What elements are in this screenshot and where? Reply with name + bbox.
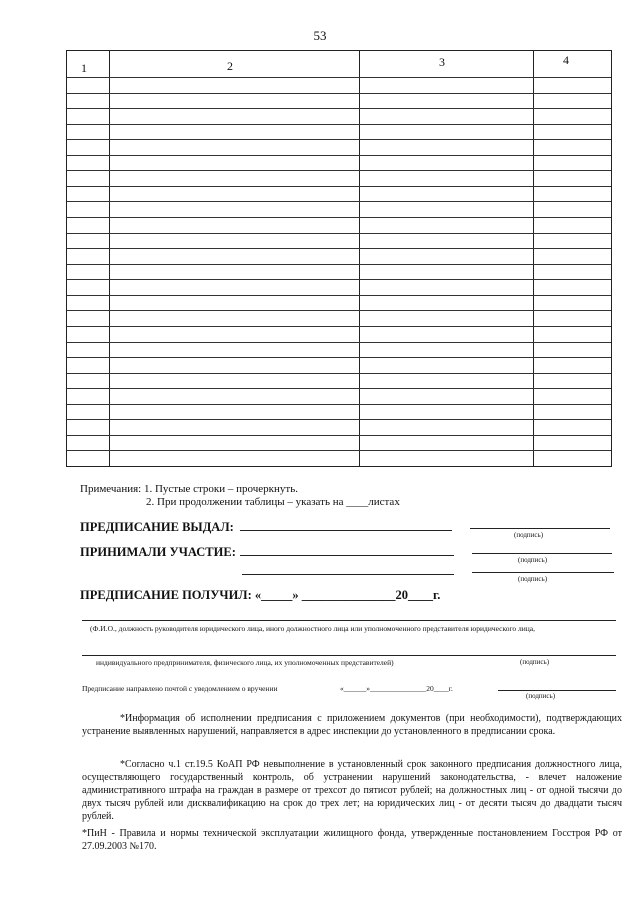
table-row-line bbox=[67, 388, 611, 389]
table-row-line bbox=[67, 326, 611, 327]
footnote-koap-text: *Согласно ч.1 ст.19.5 КоАП РФ невыполнение в установленный срок законного предписания должностного лица, осуществляющего государственный контроль, об устранении нарушений законодательства, - влечет наложение административного штрафа на граждан в размере от трехсот до пятисот рублей; на должностных лиц - от одной тысячи до двух тысяч рублей или дисквалификацию на срок до трех лет; на юридических лиц - от десяти тысяч до двадцати тысяч рублей. bbox=[82, 759, 622, 822]
table-row-line bbox=[67, 139, 611, 140]
footnote-pin-text: *ПиН - Правила и нормы технической эксплуатации жилищного фонда, утвержденные постановлением Госстроя РФ от 27.09.2003 №170. bbox=[82, 828, 622, 852]
received-by-label: ПРЕДПИСАНИЕ ПОЛУЧИЛ: «_____» _______________20____г. bbox=[80, 588, 441, 602]
signature-hint: (подпись) bbox=[520, 658, 550, 666]
footnote-pin bbox=[82, 827, 622, 853]
table-row-line bbox=[67, 357, 611, 358]
table-row-line bbox=[67, 108, 611, 109]
table-row-line bbox=[67, 77, 611, 78]
table-row-line bbox=[67, 201, 611, 202]
participant-signature-line-2[interactable] bbox=[472, 572, 614, 573]
entrepreneur-caption: индивидуального предпринимателя, физического лица, их уполномоченных представителей) bbox=[96, 658, 394, 667]
footnote-information-text: *Информация об исполнении предписания с приложением документов (при необходимости), подтверждающих устранение выявленных нарушений, направляется в адрес инспекции до установленного в предписании срока. bbox=[82, 713, 622, 737]
table-row-line bbox=[67, 233, 611, 234]
signature-hint: (подпись) bbox=[526, 692, 556, 700]
page-number: 53 bbox=[313, 28, 327, 43]
table-row-line bbox=[67, 435, 611, 436]
signature-hint: (подпись) bbox=[518, 556, 548, 564]
mail-date: «______»_______________20____г. bbox=[340, 684, 453, 693]
footnote-information bbox=[82, 712, 622, 738]
table-row-line bbox=[67, 450, 611, 451]
table-row-line bbox=[67, 217, 611, 218]
table-row-line bbox=[67, 93, 611, 94]
issued-by-label: ПРЕДПИСАНИЕ ВЫДАЛ: bbox=[80, 520, 234, 534]
table-row-line bbox=[67, 186, 611, 187]
participated-label: ПРИНИМАЛИ УЧАСТИЕ: bbox=[80, 545, 236, 559]
table-row-line bbox=[67, 404, 611, 405]
signature-hint: (подпись) bbox=[518, 575, 548, 583]
table-row-line bbox=[67, 373, 611, 374]
table-row-line bbox=[67, 248, 611, 249]
column-header-3: 3 bbox=[439, 55, 445, 69]
footnote-koap bbox=[82, 758, 622, 823]
violations-table bbox=[66, 50, 612, 467]
issued-signature-line[interactable] bbox=[470, 528, 610, 529]
signature-hint: (подпись) bbox=[514, 531, 544, 539]
table-row-line bbox=[67, 279, 611, 280]
mail-notice: Предписание направлено почтой с уведомлением о вручении bbox=[82, 684, 278, 693]
table-row-line bbox=[67, 419, 611, 420]
issued-name-line[interactable] bbox=[240, 530, 452, 531]
recipient-signature-line[interactable] bbox=[82, 655, 616, 656]
column-header-4: 4 bbox=[563, 53, 569, 67]
participant-name-line-1[interactable] bbox=[240, 555, 454, 556]
recipient-fio-caption: (Ф.И.О., должность руководителя юридического лица, иного должностного лица или уполномоченного представителя юридического лица, bbox=[90, 624, 535, 633]
table-row-line bbox=[67, 295, 611, 296]
note-line-1: Примечания: 1. Пустые строки – прочеркнуть. bbox=[80, 483, 298, 495]
column-header-1: 1 bbox=[81, 61, 87, 75]
table-row-line bbox=[67, 264, 611, 265]
participant-name-line-2[interactable] bbox=[242, 574, 454, 575]
table-row-line bbox=[67, 170, 611, 171]
participant-signature-line-1[interactable] bbox=[472, 553, 612, 554]
recipient-fio-line[interactable] bbox=[82, 620, 616, 621]
column-header-2: 2 bbox=[227, 59, 233, 73]
table-row-line bbox=[67, 124, 611, 125]
table-row-line bbox=[67, 342, 611, 343]
note-line-2: 2. При продолжении таблицы – указать на ____листах bbox=[146, 496, 400, 508]
table-row-line bbox=[67, 310, 611, 311]
table-row-line bbox=[67, 155, 611, 156]
mail-signature-line[interactable] bbox=[498, 690, 616, 691]
